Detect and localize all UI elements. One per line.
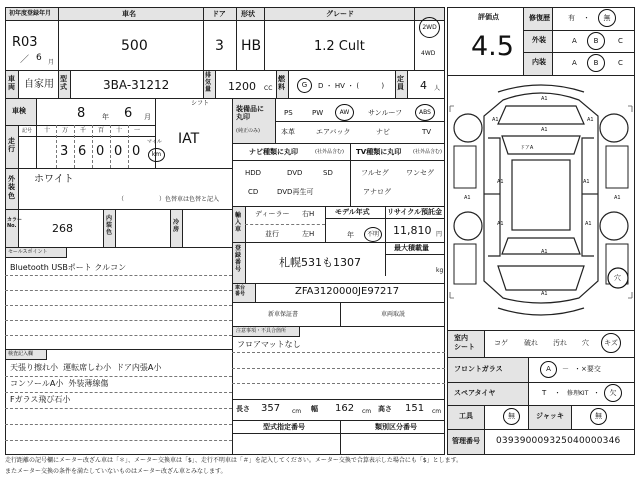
mileage-km-circle [148, 148, 165, 162]
inspection-label: 車検 [12, 107, 26, 115]
equip-abs: ABS [419, 108, 431, 116]
exterior-grade-b: B [593, 36, 599, 45]
equip-aw-circle [335, 104, 354, 121]
exterior-grade-label: 外装 [532, 36, 546, 44]
tools-label: 工具 [459, 412, 473, 420]
seat-yogore: 汚れ [553, 339, 567, 347]
spare-tire-label: スペアタイヤ [454, 389, 496, 397]
diagram-mark-4: A1 [497, 179, 504, 185]
navi-dvd: DVD [287, 169, 303, 177]
diagram-mark-9: A1 [541, 291, 548, 297]
spare-tire-missing-circle [604, 384, 622, 402]
import-right: 右H [302, 210, 315, 218]
color-no: 268 [52, 222, 73, 235]
recycle-amount: 11,810 [393, 224, 432, 237]
import-dealer: ディーラー [255, 210, 290, 218]
equip-aw: AW [339, 108, 350, 116]
diagram-mark-7: A1 [585, 221, 592, 227]
max-load-label: 最大積載量 [394, 244, 429, 252]
recycle-unit: 円 [436, 231, 443, 238]
interior-label: 内 装 色 [106, 215, 113, 237]
diagram-mark-6: A1 [497, 221, 504, 227]
inspection-month-unit: 月 [144, 113, 151, 121]
diagram-mark-2: A1 [587, 117, 594, 123]
seat-kizu: キズ [604, 338, 618, 347]
diagram-hole-mark: 穴 [614, 274, 621, 282]
tv-title-note: (社外品含む) [413, 149, 442, 155]
inspection-month: 6 [124, 106, 133, 121]
interior-grade-b: B [593, 58, 599, 67]
mileage-digit-0: 3 [60, 144, 69, 159]
navi-title: ナビ種類に丸印 [249, 148, 298, 156]
tv-fullseg: フルセグ [361, 169, 389, 177]
exterior-grade-a: A [572, 37, 577, 45]
first-reg-era: R03 [12, 35, 38, 50]
recycle-label: リサイクル預託金 [387, 208, 443, 216]
grade: 1.2 Cult [314, 39, 365, 54]
repair-selected-circle [598, 9, 616, 27]
diagram-mark-11: A1 [614, 195, 621, 201]
mileage-label: 走 行 [8, 137, 15, 154]
sales-point-text: Bluetooth USBポート クルコン [10, 263, 127, 272]
seat-yabure: 破れ [524, 339, 538, 347]
height: 151 [405, 403, 425, 414]
displacement-label: 排 気 量 [205, 72, 212, 94]
width: 162 [335, 403, 355, 414]
inspection-year-unit: 年 [102, 113, 109, 121]
diagram-mark-0: A1 [541, 96, 548, 102]
height-unit: cm [432, 408, 442, 415]
tv-analog: アナログ [363, 188, 391, 196]
diagram-mark-5: A1 [583, 179, 590, 185]
equip-leather: 本革 [281, 128, 295, 136]
exterior-note-paren: （ [118, 196, 125, 203]
diagram-mark-3: A1 [541, 127, 548, 133]
seat-label: 室内 シート [454, 334, 475, 352]
mileage-unit-km: km [151, 151, 162, 158]
capacity-unit: 人 [434, 85, 441, 92]
mileage-col-5: 十 [116, 127, 123, 134]
length-unit: cm [292, 408, 302, 415]
import-parallel: 並行 [265, 230, 279, 238]
car-name: 500 [121, 38, 148, 54]
mileage-col-1: 十 [44, 127, 51, 134]
equip-ps: PS [284, 109, 293, 117]
shape-label: 形状 [241, 10, 255, 18]
navi-cd: CD [248, 188, 259, 196]
front-glass-replaced: ・×要交 [574, 365, 601, 373]
equip-tv: TV [422, 128, 432, 136]
exterior-color: ホワイト [34, 174, 74, 185]
diagram-mark-10: A1 [464, 195, 471, 201]
tv-oneseg: ワンセグ [406, 169, 434, 177]
front-glass-grade: A [546, 365, 551, 373]
front-glass-dash: － [562, 365, 569, 373]
doors: 3 [215, 38, 224, 54]
doors-label: ドア [212, 10, 226, 18]
car-name-label: 車名 [122, 10, 136, 18]
equipment-title-note: (純正のみ) [236, 128, 260, 134]
type-designation-label: 型式指定番号 [263, 423, 305, 431]
mileage-col-6: 一 [134, 127, 141, 134]
interior-grade-label: 内装 [532, 58, 546, 66]
import-left: 左H [302, 230, 315, 238]
diagram-note: ドアA [520, 145, 534, 151]
plate-label: 登 録 番 号 [235, 245, 242, 273]
first-reg-month-unit: 月 [48, 59, 55, 66]
vehicle-label: 車 両 [8, 75, 15, 92]
seat-kizu-circle [601, 333, 621, 353]
width-label: 幅 [311, 405, 318, 413]
inspector-line-1: コンソールA小 外装薄線傷 [10, 379, 109, 388]
inspector-label: 検査記入欄 [8, 351, 34, 357]
drive-2wd-circle [419, 17, 440, 38]
inspector-line-2: Fガラス飛び石小 [10, 395, 71, 404]
category-label: 類別区分番号 [375, 423, 417, 431]
equip-airbag: エアバック [316, 128, 351, 136]
exterior-note: ）色替車は色替と記入 [159, 196, 220, 203]
width-unit: cm [362, 408, 372, 415]
exterior-grade-c: C [618, 37, 623, 45]
score: 4.5 [471, 31, 514, 62]
warranty-new: 新車保証書 [268, 311, 299, 318]
mileage-digit-2: 0 [96, 144, 105, 159]
mileage-col-2: 万 [62, 127, 69, 134]
management-number: 039390009325040000346 [496, 436, 621, 446]
length-label: 長さ [236, 405, 250, 413]
model: 3BA-31212 [103, 78, 170, 92]
spare-tire-missing: 欠 [609, 388, 617, 397]
exterior-label: 外 装 色 [8, 175, 15, 200]
plate-number: 札幌531も1307 [279, 256, 361, 269]
navi-title-note: (社外品含む) [315, 149, 344, 155]
mileage-unit-mile: マイル [147, 139, 162, 145]
mileage-digit-3: 0 [114, 144, 123, 159]
score-label: 評価点 [478, 13, 499, 21]
fuel-selected-circle [297, 78, 312, 93]
equip-navi: ナビ [376, 128, 390, 136]
ac-label: 冷 房 [173, 219, 180, 234]
grade-label: グレード [326, 10, 354, 18]
navi-dvd-play: DVD再生可 [277, 188, 314, 196]
color-no-label: カラー No. [7, 217, 23, 229]
model-label: 型 式 [60, 75, 67, 92]
repair-selected: 無 [603, 13, 611, 22]
spare-tire-t: T [542, 389, 547, 397]
diagram-mark-1: A1 [492, 117, 499, 123]
tools-value-circle [503, 408, 520, 425]
fuel-options: D ・ HV ・ ( ) [318, 82, 385, 90]
mileage-col-3: 千 [80, 127, 87, 134]
spare-tire-dot: ・ [554, 389, 561, 397]
interior-grade-a: A [572, 59, 577, 67]
equip-abs-circle [415, 104, 435, 121]
repair-option-yes: 有 [568, 14, 575, 22]
shift-label: シフト [191, 100, 210, 107]
car-damage-diagram [448, 76, 634, 326]
capacity-label: 定 員 [397, 75, 404, 92]
footer-line-2: またメーター交換の条件を満たしていないものはメーター改ざん車とみなします。 [5, 468, 227, 475]
max-load-unit: kg [436, 267, 444, 274]
seat-koge: コゲ [494, 339, 508, 347]
caution-label: 注意事項・不具合箇所 [236, 328, 287, 334]
model-year-unit: 年 [347, 231, 354, 239]
equip-pw: PW [312, 109, 324, 117]
equipment-title: 装備品に 丸印 [236, 105, 264, 122]
height-label: 高さ [378, 405, 392, 413]
import-label: 輸 入 車 [235, 212, 242, 234]
warranty-manual: 車両取説 [381, 311, 406, 318]
use: 自家用 [24, 79, 54, 90]
first-reg-month: 6 [36, 53, 42, 63]
spare-tire-dot2: ・ [593, 389, 600, 397]
jack-value-circle [590, 408, 607, 425]
tv-title: TV種類に丸印 [356, 148, 402, 156]
equip-sunroof: サンルーフ [368, 109, 403, 117]
displacement: 1200 [228, 80, 256, 93]
model-year-unknown: 不明 [366, 230, 379, 238]
displacement-unit: CC [264, 85, 273, 92]
shape: HB [241, 38, 262, 54]
fuel-label: 燃 料 [278, 75, 285, 92]
front-glass-label: フロントガラス [454, 365, 503, 373]
caution-text: フロアマットなし [237, 340, 301, 349]
length: 357 [261, 403, 281, 414]
inspection-year: 8 [77, 106, 86, 121]
inspector-line-0: 天張り擦れ小 運転席しわ小 ドア内張A小 [10, 363, 162, 372]
drive-4wd: 4WD [421, 50, 436, 57]
management-label: 管理番号 [452, 437, 480, 445]
interior-grade-c: C [618, 59, 623, 67]
navi-sd: SD [323, 169, 333, 177]
spare-tire-kit: 修理KIT [567, 390, 589, 397]
shift: IAT [178, 131, 200, 147]
jack-label: ジャッキ [536, 412, 564, 420]
tools-value: 無 [508, 412, 515, 420]
mileage-digit-1: 6 [78, 144, 87, 159]
interior-grade-b-circle [587, 54, 605, 72]
navi-hdd: HDD [245, 169, 262, 177]
repair-dot: ・ [583, 14, 590, 22]
seat-ana: 穴 [582, 339, 589, 347]
model-year-label: モデル年式 [335, 208, 370, 216]
mileage-col-0: 記号 [22, 128, 33, 134]
sales-point-label: セールスポイント [8, 249, 48, 255]
diagram-mark-8: A1 [541, 249, 548, 255]
model-year-unknown-circle [364, 227, 382, 242]
fuel-selected: G [301, 81, 308, 89]
mileage-col-4: 百 [98, 127, 105, 134]
jack-value: 無 [595, 412, 602, 420]
chassis-number: ZFA3120000JE97217 [295, 286, 400, 297]
chassis-label: 車台 番号 [235, 285, 246, 297]
front-glass-grade-circle [540, 361, 557, 378]
footer-line-1: 走行距離の記号欄にメーター改ざん車は「＊」、メーター交換車は「$」、走行不明車は「＃」を記入してください。メーター交換で合算表示した場合にも「$」とします。 [5, 457, 463, 464]
repair-label: 修復歴 [529, 14, 550, 22]
exterior-grade-b-circle [587, 32, 605, 50]
first-reg-month-paren: ／ [20, 55, 30, 65]
drive-2wd: 2WD [422, 23, 437, 31]
mileage-digit-4: 0 [132, 144, 141, 159]
first-reg-label: 初年度登録年月 [9, 10, 52, 17]
capacity: 4 [420, 79, 427, 92]
